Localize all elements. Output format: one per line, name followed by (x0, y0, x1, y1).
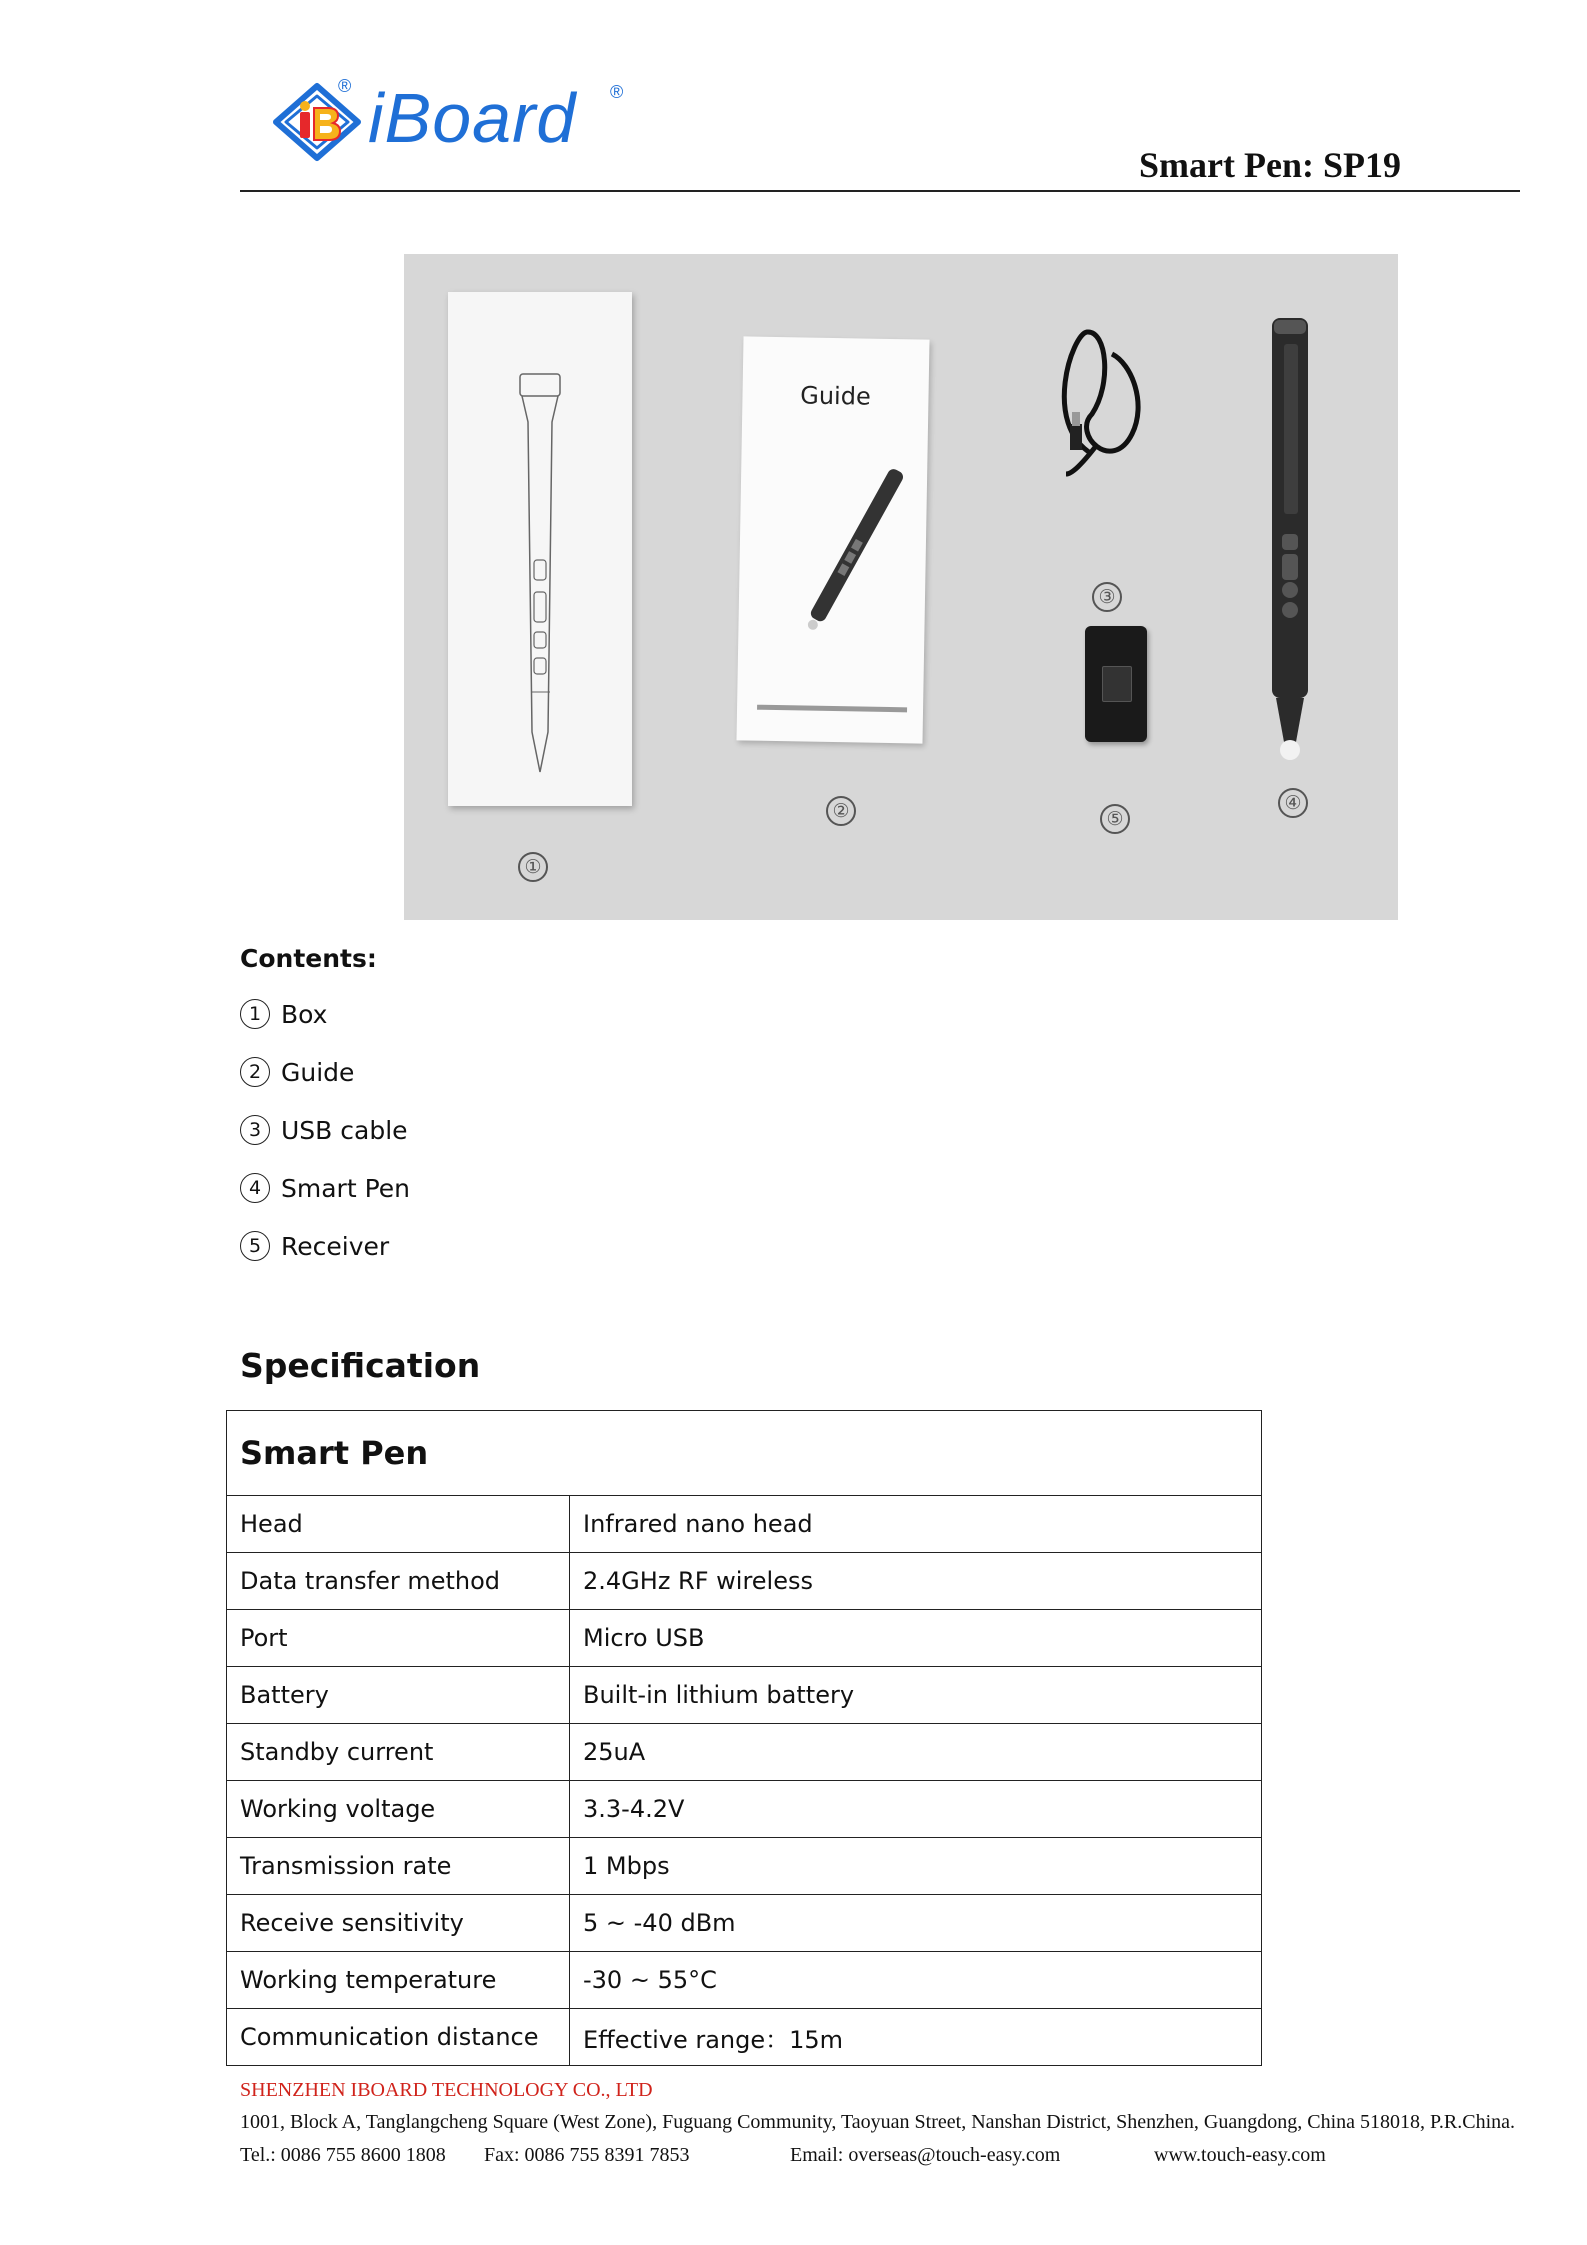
spec-key: Receive sensitivity (227, 1895, 570, 1952)
photo-label-usb-cable: ③ (1092, 582, 1122, 612)
document-title: Smart Pen: SP19 (1139, 145, 1401, 185)
table-row (227, 1895, 1262, 1952)
spec-key: Port (227, 1610, 570, 1667)
company-address: 1001, Block A, Tanglangcheng Square (West Zone), Fuguang Community, Taoyuan Street, Nanshan District, Shenzhen, Guangdong, China 518018, P.R.China. (240, 2111, 1516, 2133)
content-item-smart-pen (240, 1173, 410, 1203)
content-label: Box (281, 999, 328, 1029)
telephone: Tel.: 0086 755 8600 1808 (240, 2144, 446, 2166)
header-divider (240, 190, 1520, 192)
content-label: Guide (281, 1057, 355, 1087)
guide-pen-icon (736, 336, 929, 743)
logo-icon-registered-mark: ® (338, 76, 352, 96)
spec-key: Transmission rate (227, 1838, 570, 1895)
box-illustration (448, 292, 632, 806)
specification-table (226, 1410, 1262, 2066)
spec-value: 3.3-4.2V (570, 1781, 1262, 1838)
spec-value: 5 ~ -40 dBm (570, 1895, 1262, 1952)
fax: Fax: 0086 755 8391 7853 (484, 2144, 690, 2166)
spec-key: Data transfer method (227, 1553, 570, 1610)
spec-value: Micro USB (570, 1610, 1262, 1667)
spec-value: 1 Mbps (570, 1838, 1262, 1895)
guide-booklet-illustration (736, 336, 929, 743)
spec-key: Battery (227, 1667, 570, 1724)
table-row (227, 1724, 1262, 1781)
content-marker: 3 (240, 1115, 270, 1145)
table-row (227, 1496, 1262, 1553)
content-item-usb-cable (240, 1115, 408, 1145)
product-photo (404, 254, 1398, 920)
company-name: SHENZHEN IBOARD TECHNOLOGY CO., LTD (240, 2079, 653, 2101)
content-label: USB cable (281, 1115, 408, 1145)
spec-key: Working temperature (227, 1952, 570, 2009)
photo-label-guide: ② (826, 796, 856, 826)
content-label: Receiver (281, 1231, 390, 1261)
spec-value: Built-in lithium battery (570, 1667, 1262, 1724)
content-item-box (240, 999, 327, 1029)
content-label: Smart Pen (281, 1173, 410, 1203)
spec-value: 25uA (570, 1724, 1262, 1781)
specification-heading: Specification (240, 1346, 481, 1385)
table-row (227, 1667, 1262, 1724)
guide-cover-text: Guide (800, 381, 871, 411)
website-link[interactable]: www.touch-easy.com (1154, 2144, 1326, 2166)
contents-heading: Contents: (240, 944, 377, 973)
table-row (227, 2009, 1262, 2066)
spec-key: Working voltage (227, 1781, 570, 1838)
content-marker: 1 (240, 999, 270, 1029)
spec-key: Standby current (227, 1724, 570, 1781)
box-pen-outline-icon (448, 292, 632, 806)
content-marker: 4 (240, 1173, 270, 1203)
table-row (227, 1553, 1262, 1610)
content-marker: 2 (240, 1057, 270, 1087)
spec-key: Communication distance (227, 2009, 570, 2066)
email-link[interactable]: Email: overseas@touch-easy.com (790, 2144, 1061, 2166)
table-title: Smart Pen (227, 1411, 1262, 1496)
table-row (227, 1781, 1262, 1838)
page-footer (240, 2076, 1520, 2174)
brand-logo (272, 74, 632, 164)
content-marker: 5 (240, 1231, 270, 1261)
receiver-illustration (1085, 626, 1147, 742)
contact-line (240, 2144, 1520, 2174)
wordmark-registered-mark: ® (610, 82, 624, 102)
spec-value: Effective range：15m (570, 2009, 1262, 2066)
content-item-receiver (240, 1231, 389, 1261)
table-row (227, 1952, 1262, 2009)
smart-pen-icon (1260, 314, 1320, 774)
spec-key: Head (227, 1496, 570, 1553)
spec-value: Infrared nano head (570, 1496, 1262, 1553)
brand-wordmark: iBoard (368, 79, 577, 157)
table-row (227, 1838, 1262, 1895)
spec-value: 2.4GHz RF wireless (570, 1553, 1262, 1610)
photo-label-smart-pen: ④ (1278, 788, 1308, 818)
usb-cable-icon (1052, 324, 1142, 484)
table-row (227, 1610, 1262, 1667)
content-item-guide (240, 1057, 354, 1087)
photo-label-box: ① (518, 852, 548, 882)
spec-value: -30 ~ 55°C (570, 1952, 1262, 2009)
photo-label-receiver: ⑤ (1100, 804, 1130, 834)
